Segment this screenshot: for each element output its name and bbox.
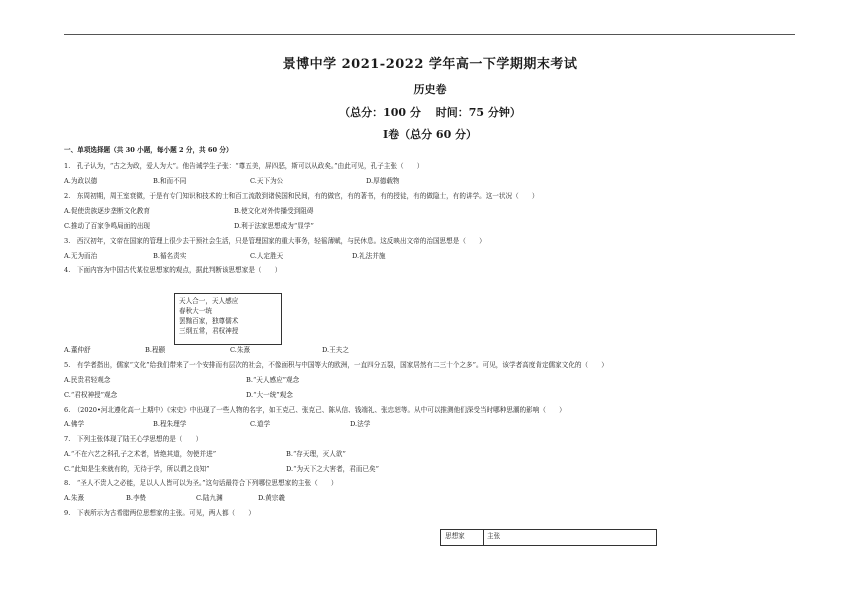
exam-title: 景博中学 2021-2022 学年高一下学期期末考试 <box>282 57 578 72</box>
q4-option-d: D.王夫之 <box>322 346 349 354</box>
q9-table-divider <box>483 530 484 545</box>
exam-part: Ⅰ卷（总分 60 分） <box>382 128 478 141</box>
question-7-stem: 7. 下列主张体现了陆王心学思想的是（ ） <box>64 435 203 443</box>
top-rule <box>64 34 795 35</box>
q6-option-a: A.佛学 <box>64 420 85 428</box>
q4-box-line-2: 春秋大一统 <box>179 307 212 315</box>
question-2-stem: 2. 东周初期，周王室衰微，于是有专门知识和技术的士和百工流散到诸侯国和民间，有的做官，有的著书，有的授徒，有的做隐士，有的讲学。这一状况（ ） <box>64 192 539 200</box>
q9-header-thinker: 思想家 <box>445 532 465 540</box>
q7-option-c: C.“此知是生来就有的，无待于学，所以谓之良知” <box>64 465 210 473</box>
question-4-stem: 4. 下面内容为中国古代某位思想家的观点，据此判断该思想家是（ ） <box>64 266 282 274</box>
q4-box-line-3: 罢黜百家，独尊儒术 <box>179 317 239 325</box>
q6-option-d: D.法学 <box>350 420 371 428</box>
q7-option-a: A.“不在六艺之科孔子之术者，皆绝其道，勿使并进” <box>64 450 217 458</box>
q1-option-c: C.天下为公 <box>250 177 284 185</box>
q8-option-d: D.黄宗羲 <box>258 494 285 502</box>
q4-quote-box <box>174 293 282 345</box>
q4-box-line-4: 三纲五常，君权神授 <box>179 327 239 335</box>
q4-option-a: A.董仲舒 <box>64 346 91 354</box>
question-9-stem: 9. 下表所示为古希腊两位思想家的主张。可见，两人都（ ） <box>64 509 255 517</box>
q5-option-b: B.“天人感应”观念 <box>246 376 300 384</box>
question-6-stem: 6. （2020•河北遵化高一上期中）《宋史》中出现了一些人物的名字，如王克己、张克己、陈从信、钱端礼、张忠恕等。从中可以推测他们深受当时哪种思潮的影响（ ） <box>64 406 566 414</box>
exam-score-time: （总分：100 分 时间：75 分钟） <box>339 106 521 119</box>
q8-option-c: C.陆九渊 <box>196 494 223 502</box>
q4-option-c: C.朱熹 <box>230 346 251 354</box>
q7-option-d: D.“为天下之大害者，君而已矣” <box>286 465 380 473</box>
question-1-stem: 1. 孔子认为，“古之为政，爱人为大”。他告诫学生子张：“尊五美，屏四恶，斯可以从政矣。”由此可见，孔子主张（ ） <box>64 162 424 170</box>
q9-table <box>440 529 657 546</box>
q7-option-b: B.“存天理，灭人欲” <box>286 450 346 458</box>
q5-option-d: D.“大一统”观念 <box>246 391 293 399</box>
q6-option-b: B.程朱理学 <box>153 420 187 428</box>
q5-option-a: A.民贵君轻观念 <box>64 376 111 384</box>
q3-option-b: B.循名责实 <box>153 252 187 260</box>
q4-box-line-1: 天人合一，天人感应 <box>179 297 239 305</box>
q2-option-d: D.利于法家思想成为“显学” <box>234 222 314 230</box>
q5-option-c: C.“君权神授”观念 <box>64 391 118 399</box>
q3-option-d: D.礼法并施 <box>352 252 386 260</box>
question-3-stem: 3. 西汉初年，文帝在国家的管理上很少去干预社会生活，只是管理国家的重大事务，轻徭薄赋，与民休息。这反映出文帝的治国思想是（ ） <box>64 237 486 245</box>
q3-option-a: A.无为而治 <box>64 252 98 260</box>
section-heading: 一、单项选择题（共 30 小题，每小题 2 分，共 60 分） <box>64 146 233 154</box>
q2-option-b: B.使文化对外传播受到阻碍 <box>234 207 314 215</box>
exam-subtitle: 历史卷 <box>413 83 447 96</box>
question-5-stem: 5. 有学者指出，儒家“文化”给我们带来了一个安排而有层次的社会，不像面积与中国等大的欧洲，一直四分五裂，国家居然有二三十个之多”。可见，该学者高度肯定儒家文化的（ ） <box>64 361 608 369</box>
q8-option-b: B.李贽 <box>126 494 147 502</box>
q6-option-c: C.道学 <box>250 420 271 428</box>
q8-option-a: A.朱熹 <box>64 494 85 502</box>
q2-option-c: C.推动了百家争鸣局面的出现 <box>64 222 151 230</box>
q1-option-d: D.厚德载物 <box>366 177 400 185</box>
q9-header-claim: 主张 <box>487 532 501 540</box>
q3-option-c: C.人定胜天 <box>250 252 284 260</box>
q4-option-b: B.程颢 <box>145 346 166 354</box>
question-8-stem: 8. “圣人不贵人之必能，足以人人皆可以为圣。”这句话最符合下列哪位思想家的主张（ ） <box>64 479 338 487</box>
q2-option-a: A.促使贵族逐步垄断文化教育 <box>64 207 150 215</box>
q1-option-a: A.为政以德 <box>64 177 98 185</box>
q1-option-b: B.和而不同 <box>153 177 187 185</box>
